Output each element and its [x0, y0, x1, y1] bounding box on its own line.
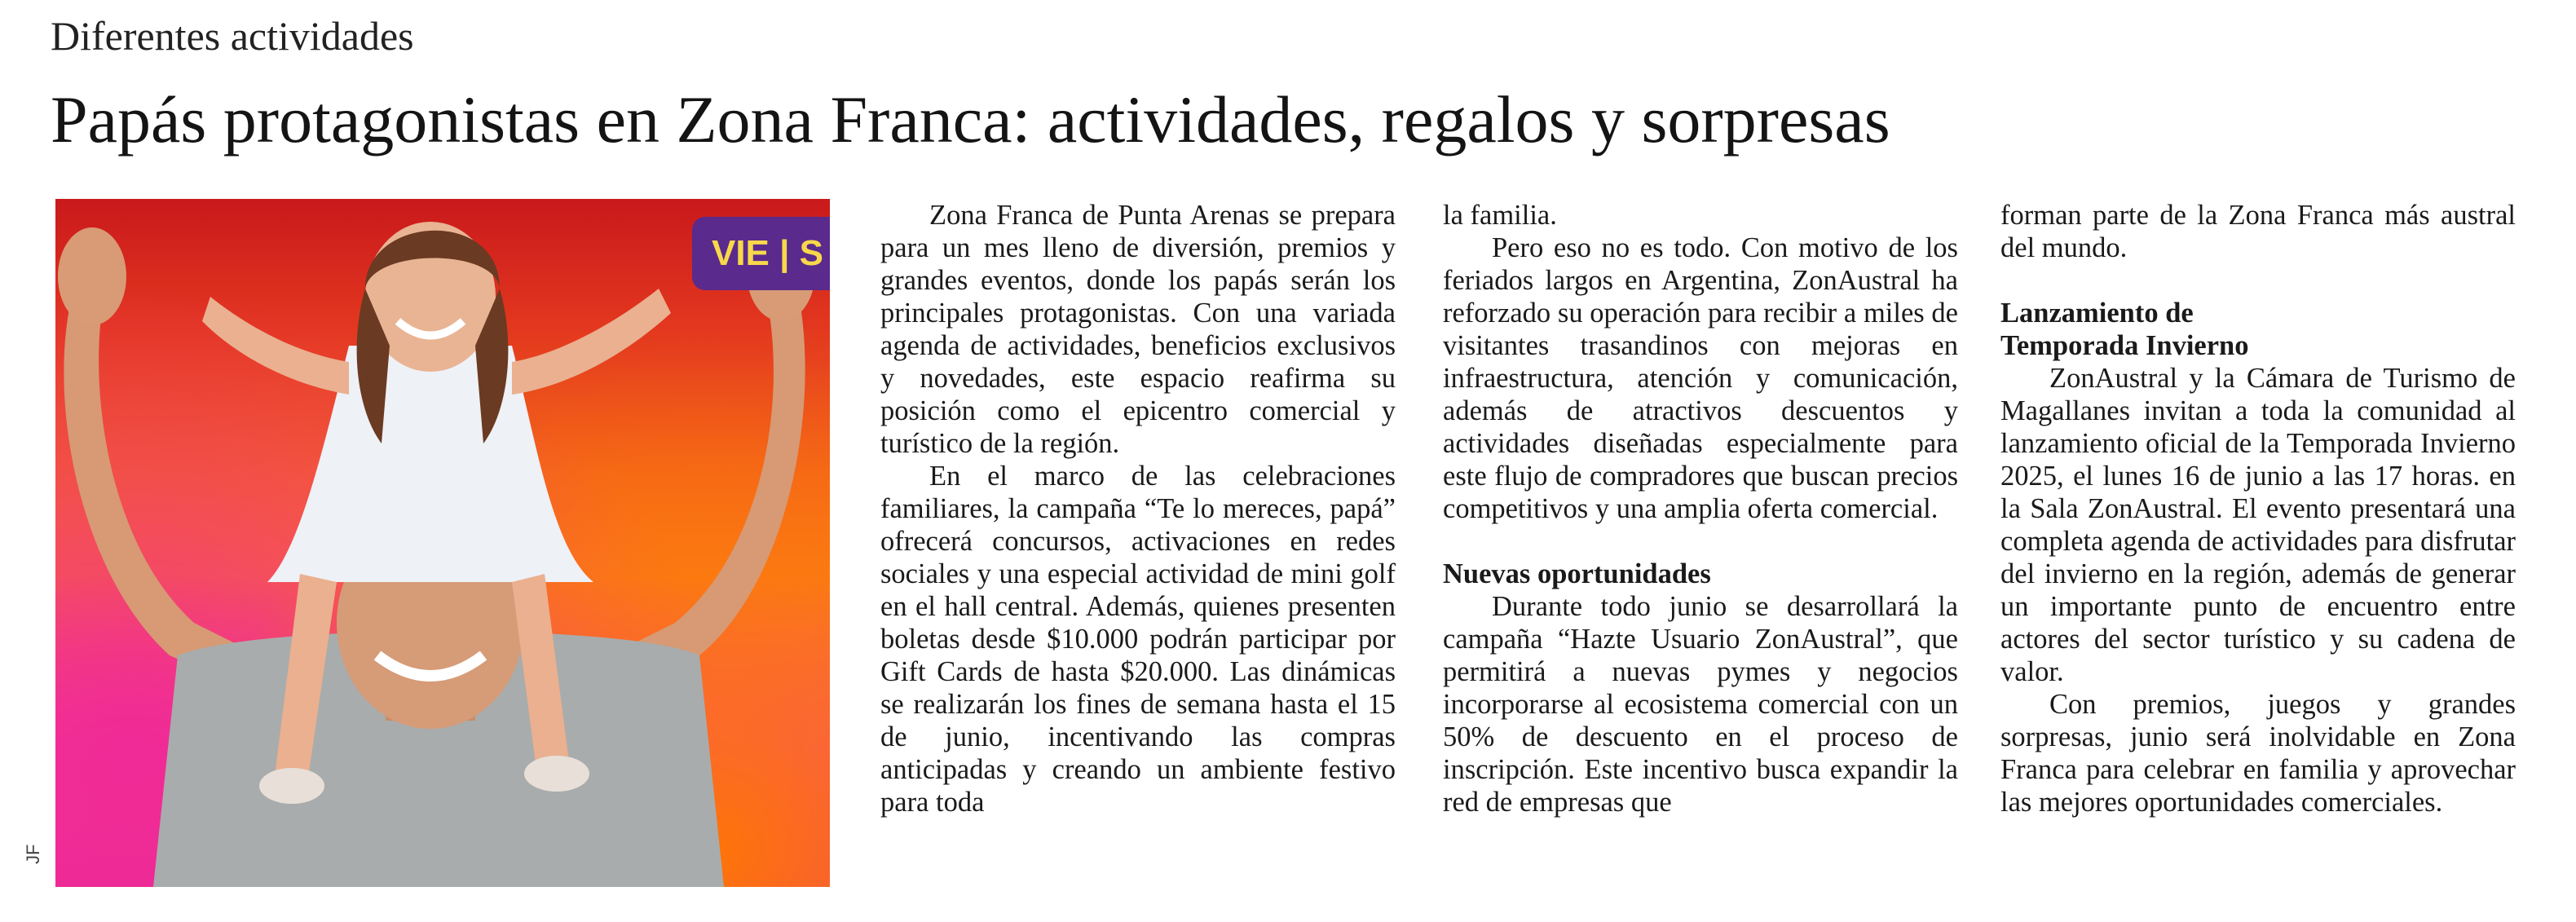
paragraph: la familia. — [1443, 200, 1557, 231]
paragraph: Durante todo junio se desarrollará la campaña “Hazte Usuario ZonAustral”, que permitirá a nuevas pymes y negocios incorporarse al ecosistema comercial con un 50% de descuento en el proceso de inscripción. Este incentivo busca expandir la red de empresas que — [1443, 591, 1958, 818]
article-photo — [55, 199, 830, 887]
article-headline: Papás protagonistas en Zona Franca: actividades, regalos y sorpresas — [51, 82, 1890, 157]
paragraph: Con premios, juegos y grandes sorpresas, junio será inolvidable en Zona Franca para celebrar en familia y aprovechar las mejores oportunidades comerciales. — [2000, 689, 2516, 818]
paragraph: En el marco de las celebraciones familiares, la campaña “Te lo mereces, papá” ofrecerá concursos, activaciones en redes sociales y una especial actividad de mini golf en el hall central. Además, quienes presenten boletas desde $10.000 podrán participar por Gift Cards de hasta $20.000. Las dinámicas se realizarán los fines de semana hasta el 15 de junio, incentivando las compras anticipadas y creando un ambiente festivo para toda — [880, 461, 1396, 818]
subheading: Nuevas oportunidades — [1443, 558, 1711, 589]
photo-credit: JF — [23, 844, 43, 864]
paragraph: Pero eso no es todo. Con motivo de los feriados largos en Argentina, ZonAustral ha reforzado su operación para recibir a miles de visitantes trasandinos con mejoras en infraestructura, atención y comunicación, además de atractivos descuentos y actividades diseñadas especialmente para este flujo de compradores que buscan precios competitivos y una amplia oferta comercial. — [1443, 232, 1958, 524]
column-spacer — [2000, 264, 2516, 297]
paragraph: Zona Franca de Punta Arenas se prepara para un mes lleno de diversión, premios y grandes eventos, donde los papás serán los principales protagonistas. Con una variada agenda de actividades, beneficios exclusivos y novedades, este espacio reafirma su posición como el epicentro comercial y turístico de la región. — [880, 200, 1396, 459]
section-kicker: Diferentes actividades — [51, 13, 414, 59]
father-daughter-illustration — [55, 199, 830, 887]
article-column-1 — [880, 199, 1396, 818]
subheading: Temporada Invierno — [2000, 330, 2249, 361]
paragraph: forman parte de la Zona Franca más austral del mundo. — [2000, 200, 2516, 263]
column-spacer — [1443, 525, 1958, 558]
subheading: Lanzamiento de — [2000, 298, 2194, 329]
event-badge: VIE | S — [692, 217, 830, 290]
paragraph: ZonAustral y la Cámara de Turismo de Magallanes invitan a toda la comunidad al lanzamiento oficial de la Temporada Invierno 2025, el lunes 16 de junio a las 17 horas. en la Sala ZonAustral. El evento presentará una completa agenda de actividades para disfrutar del invierno en la región, además de generar un importante punto de encuentro entre actores del sector turístico y su cadena de valor. — [2000, 363, 2516, 687]
article-column-2 — [1443, 199, 1958, 818]
article-column-3 — [2000, 199, 2516, 818]
